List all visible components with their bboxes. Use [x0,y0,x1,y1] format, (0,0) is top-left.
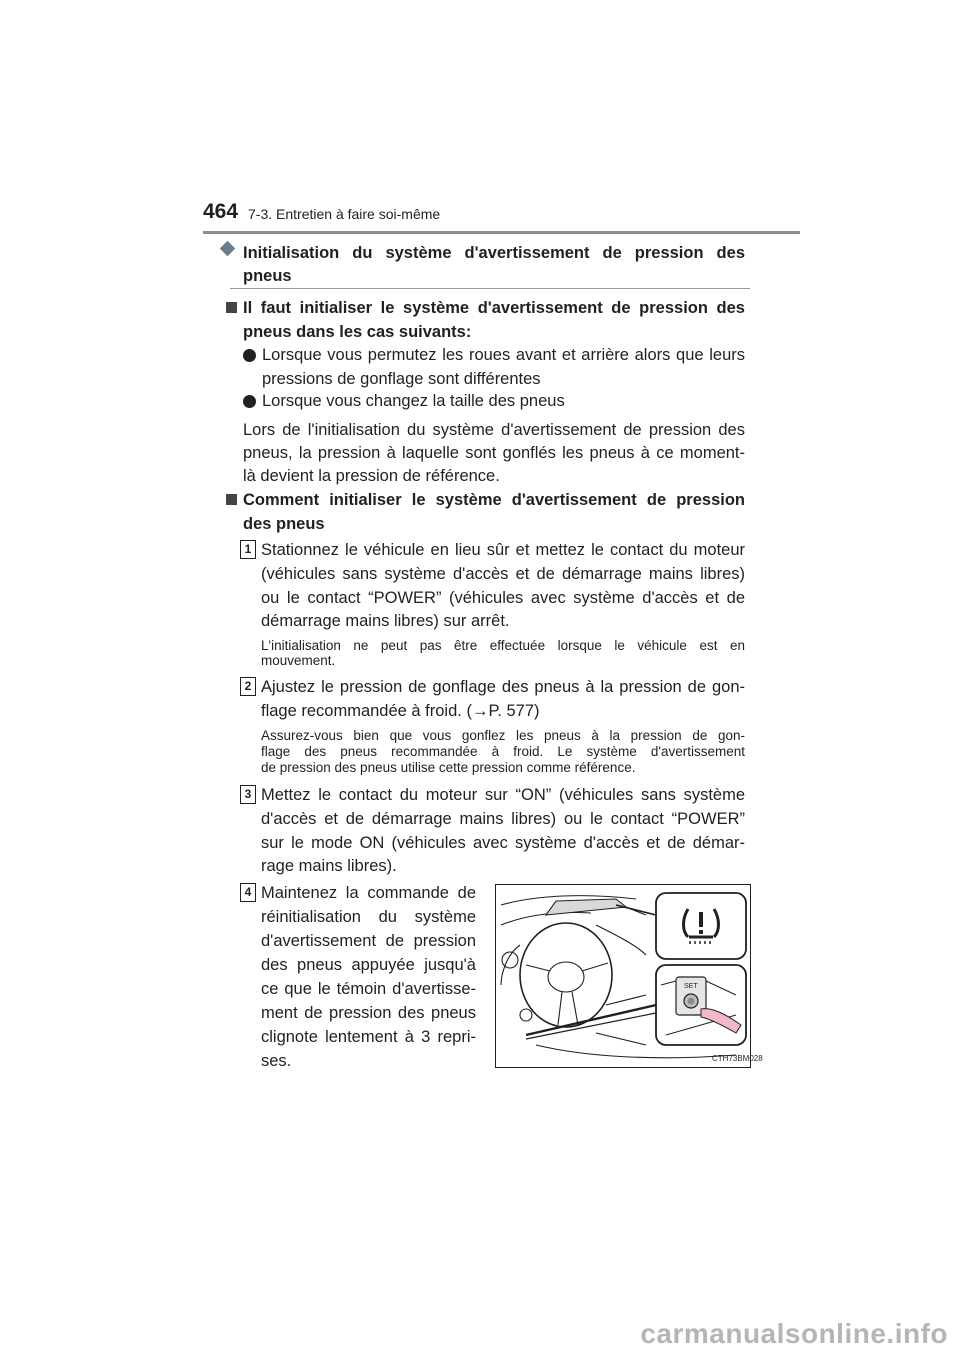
step3-line-4: rage mains libres). [261,857,397,875]
para-line-2: pneus, la pression à laquelle sont gonflés les pneus à ce moment- [243,444,745,462]
round-bullet-icon [243,395,256,408]
step-number-2: 2 [240,677,256,696]
header-rule [203,231,800,234]
step4-line-7: clignote lentement à 3 repri- [261,1028,476,1046]
step-number-4: 4 [240,883,256,902]
para-line-3: là devient la pression de référence. [243,467,500,485]
step1-note-line-2: mouvement. [261,653,336,668]
bullet1-line-1: Lorsque vous permutez les roues avant et arrière alors que leurs [262,346,745,364]
title-line-1: Initialisation du système d'avertissement de pression des [243,244,745,262]
dashboard-illustration [495,884,763,1068]
step4-line-5: ce que le témoin d'avertisse- [261,980,476,998]
step-number-3: 3 [240,785,256,804]
step1-line-3: ou le contact “POWER” (véhicules avec système d'accès et de [261,589,745,607]
title-rule [230,288,750,289]
switch-label: SET [684,983,698,990]
section-title: 7-3. Entretien à faire soi-même [248,206,441,222]
watermark-text: carmanualsonline.info [640,1318,948,1349]
step3-line-1: Mettez le contact du moteur sur “ON” (véhicules sans système [261,786,745,804]
diamond-bullet-icon [220,241,236,257]
step2-line-1: Ajustez le pression de gonflage des pneus à la pression de gon- [261,678,745,696]
title-line-2: pneus [243,267,292,285]
block2-heading-line-1: Comment initialiser le système d'avertissement de pression [243,491,745,509]
step1-line-1: Stationnez le véhicule en lieu sûr et mettez le contact du moteur [261,541,745,559]
step4-line-2: réinitialisation du système [261,908,476,926]
block1-heading-line-1: Il faut initialiser le système d'avertissement de pression des [243,299,745,317]
dashboard-drawing [496,885,763,1067]
figure-code: CTH73BM028 [712,1054,763,1063]
step1-note-line-1: L'initialisation ne peut pas être effectuée lorsque le véhicule est en [261,638,745,653]
step4-line-8: ses. [261,1052,292,1070]
square-bullet-icon [226,494,237,505]
page-number: 464 [203,200,239,223]
step4-line-6: ment de pression des pneus [261,1004,476,1022]
bullet1-line-2: pressions de gonflage sont différentes [262,370,541,388]
step1-line-2: (véhicules sans système d'accès et de démarrage mains libres) [261,565,745,583]
para-line-1: Lors de l'initialisation du système d'avertissement de pression des [243,421,745,439]
bullet2-line: Lorsque vous changez la taille des pneus [262,392,565,410]
block2-heading-line-2: des pneus [243,515,325,533]
step2-note-line-1: Assurez-vous bien que vous gonflez les pneus à la pression de gon- [261,728,745,743]
step2-note-line-3: de pression des pneus utilise cette pression comme référence. [261,760,636,775]
step-number-1: 1 [240,540,256,559]
step4-line-3: d'avertissement de pression [261,932,476,950]
step4-line-1: Maintenez la commande de [261,884,476,902]
square-bullet-icon [226,302,237,313]
step1-line-4: démarrage mains libres) sur arrêt. [261,612,510,630]
step2-note-line-2: flage des pneus recommandée à froid. Le système d'avertissement [261,744,745,759]
block1-heading-line-2: pneus dans les cas suivants: [243,323,472,341]
round-bullet-icon [243,349,256,362]
step3-line-2: d'accès et de démarrage mains libres) ou le contact “POWER” [261,810,745,828]
step2-line-2: flage recommandée à froid. (→P. 577) [261,702,540,720]
step3-line-3: sur le mode ON (véhicules avec système d'accès et de démar- [261,834,745,852]
step4-line-4: des pneus appuyée jusqu'à [261,956,476,974]
